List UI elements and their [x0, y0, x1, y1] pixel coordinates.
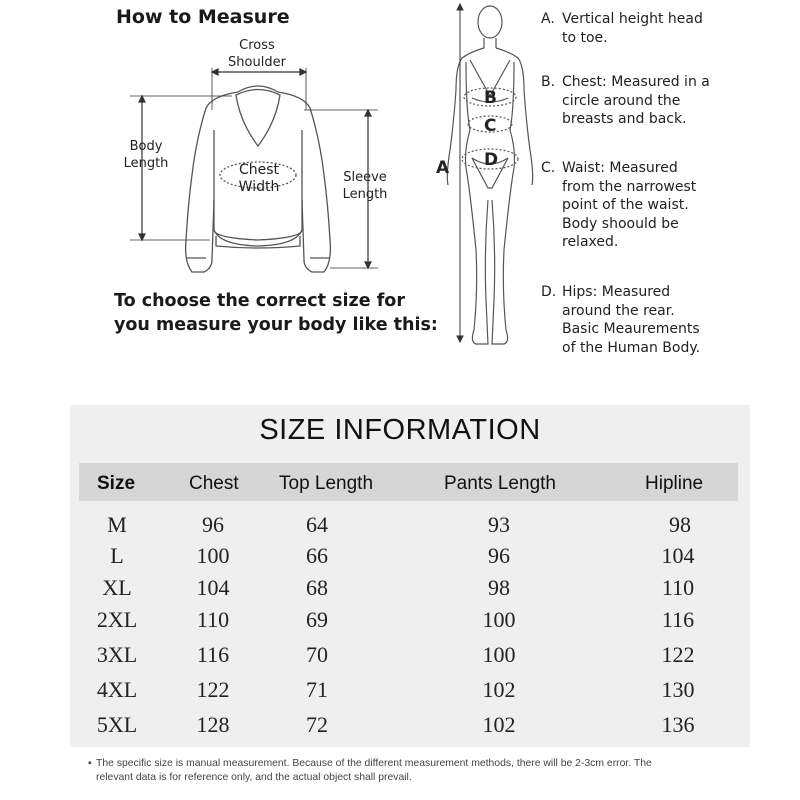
choose-line-2: you measure your body like this:: [114, 315, 438, 335]
cell-top-length: 69: [306, 607, 328, 632]
sleeve-length-line-1: Sleeve: [343, 170, 387, 185]
cell-chest: 116: [196, 642, 230, 667]
cell-pants-length: 102: [482, 677, 516, 702]
cell-hipline: 110: [661, 575, 695, 600]
bullet-icon: ▪: [88, 758, 92, 769]
figure-letter-d: D: [484, 150, 499, 170]
cell-size: 4XL: [96, 677, 138, 702]
cell-size: M: [107, 512, 127, 537]
cross-shoulder-line-1: Cross: [239, 38, 275, 53]
cell-pants-length: 93: [488, 512, 510, 537]
cell-size: L: [110, 543, 124, 568]
definition-b: [541, 73, 710, 129]
definition-c-line-1: Waist: Measured: [562, 160, 678, 176]
cell-top-length: 64: [306, 512, 328, 537]
size-table-header-bar: [79, 463, 738, 501]
cell-size: 5XL: [96, 712, 138, 737]
cell-hipline: 104: [661, 543, 695, 568]
definition-c-line-3: point of the waist.: [562, 197, 689, 213]
cell-pants-length: 98: [488, 575, 510, 600]
size-information-title: SIZE INFORMATION: [259, 414, 541, 446]
cell-chest: 122: [196, 677, 230, 702]
definition-b-line-2: circle around the: [562, 92, 681, 109]
cell-size: 2XL: [96, 607, 138, 632]
chest-width-line-2: Width: [238, 179, 280, 195]
cell-pants-length: 100: [482, 642, 516, 667]
definition-d: [541, 283, 700, 357]
cell-chest: 100: [196, 543, 230, 568]
header-chest: Chest: [189, 473, 239, 494]
cell-size: XL: [102, 575, 132, 600]
figure-letter-a: A: [436, 158, 450, 178]
figure-letter-b: B: [484, 88, 497, 108]
cell-hipline: 130: [661, 677, 695, 702]
cell-size: 3XL: [96, 642, 138, 667]
cell-pants-length: 102: [482, 712, 516, 737]
size-note-line-2: relevant data is for reference only, and the actual object shall prevail.: [96, 772, 412, 783]
definition-d-line-3: Basic Meaurements: [562, 321, 700, 337]
definition-a-line-2: to toe.: [562, 29, 608, 46]
definition-d-line-1: Hips: Measured: [562, 284, 671, 300]
chest-width-label: [227, 162, 291, 196]
cell-top-length: 66: [306, 543, 328, 568]
definition-a: [541, 10, 703, 47]
cell-hipline: 116: [661, 607, 695, 632]
choose-size-text: [114, 289, 438, 337]
definition-c-line-4: Body shoould be: [562, 215, 679, 232]
cell-top-length: 71: [306, 677, 328, 702]
cell-hipline: 136: [661, 712, 695, 737]
chest-width-line-1: Chest: [238, 162, 280, 178]
definition-b-line-1: Chest: Measured in a: [562, 74, 710, 90]
body-length-label: [118, 138, 174, 172]
size-note-line-1: The specific size is manual measurement. Because of the different measurement methods, there will be 2-3cm error. The: [96, 758, 652, 769]
cell-top-length: 68: [306, 575, 328, 600]
figure-letter-c: C: [484, 116, 497, 136]
definition-c: [541, 159, 696, 252]
definition-c-line-5: relaxed.: [562, 234, 619, 250]
cross-shoulder-line-2: Shoulder: [228, 55, 286, 70]
header-pants-length: Pants Length: [444, 473, 556, 494]
how-to-measure-section: [0, 0, 800, 380]
definition-b-line-3: breasts and back.: [562, 111, 687, 127]
definition-d-key: D.: [541, 284, 557, 300]
cell-pants-length: 100: [482, 607, 516, 632]
cell-top-length: 72: [306, 712, 328, 737]
definition-a-key: A.: [541, 11, 555, 27]
definition-d-line-2: around the rear.: [562, 302, 675, 319]
header-top-length: Top Length: [279, 473, 374, 494]
definition-c-line-2: from the narrowest: [562, 178, 697, 195]
cell-chest: 128: [196, 712, 230, 737]
sleeve-length-line-2: Length: [342, 187, 388, 202]
size-note: [88, 757, 716, 785]
cell-hipline: 122: [661, 642, 695, 667]
human-body-figure-icon: [430, 0, 540, 360]
sleeve-length-label: [334, 169, 396, 203]
cell-chest: 96: [202, 512, 224, 537]
header-size: Size: [97, 473, 136, 494]
cross-shoulder-label: [222, 37, 292, 71]
definition-a-line-1: Vertical height head: [562, 11, 703, 27]
cell-chest: 110: [196, 607, 230, 632]
cell-hipline: 98: [669, 512, 691, 537]
choose-line-1: To choose the correct size for: [114, 291, 405, 311]
body-length-line-2: Length: [123, 156, 169, 171]
cell-top-length: 70: [306, 642, 328, 667]
how-to-measure-title: How to Measure: [116, 6, 290, 28]
cell-chest: 104: [196, 575, 230, 600]
header-hipline: Hipline: [645, 473, 704, 494]
definition-d-line-4: of the Human Body.: [562, 339, 701, 356]
body-length-line-1: Body: [129, 139, 163, 154]
definition-c-key: C.: [541, 160, 556, 176]
definition-b-key: B.: [541, 74, 556, 90]
cell-pants-length: 96: [488, 543, 510, 568]
